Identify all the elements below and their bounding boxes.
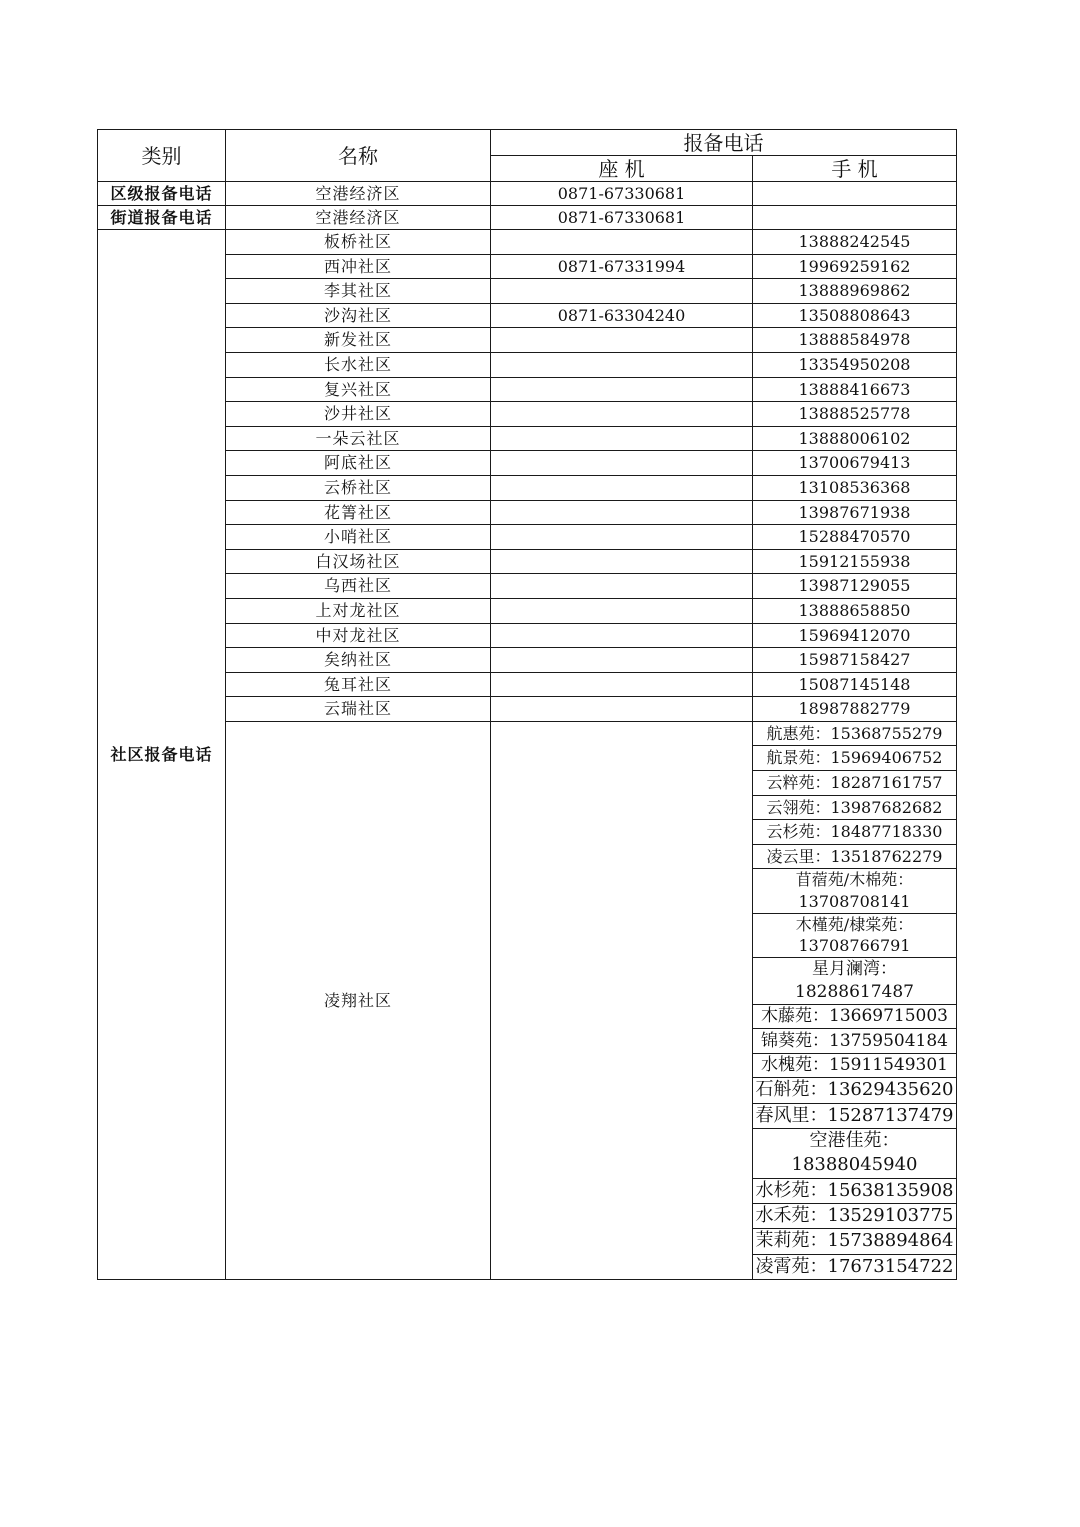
community-mobile: 13987129055	[753, 574, 957, 599]
district-name: 空港经济区	[226, 182, 491, 206]
header-name: 名称	[226, 130, 491, 182]
street-name: 空港经济区	[226, 206, 491, 230]
community-name: 一朵云社区	[226, 426, 491, 451]
community-name: 复兴社区	[226, 377, 491, 402]
lingxiang-sub-entry: 星月澜湾：18288617487	[753, 957, 957, 1004]
community-mobile: 18987882779	[753, 697, 957, 722]
community-landline	[491, 623, 753, 648]
lingxiang-sub-entry: 木藤苑：13669715003	[753, 1004, 957, 1029]
table-row	[98, 549, 957, 574]
community-mobile: 13508808643	[753, 303, 957, 328]
community-mobile: 13700679413	[753, 451, 957, 476]
community-name: 李其社区	[226, 279, 491, 304]
community-name: 长水社区	[226, 352, 491, 377]
community-name: 沙沟社区	[226, 303, 491, 328]
community-mobile: 15288470570	[753, 525, 957, 550]
street-mobile	[753, 206, 957, 230]
community-landline	[491, 648, 753, 673]
table-row	[98, 623, 957, 648]
community-mobile: 13108536368	[753, 475, 957, 500]
community-mobile: 15987158427	[753, 648, 957, 673]
community-landline	[491, 426, 753, 451]
table-row	[98, 648, 957, 673]
district-mobile	[753, 182, 957, 206]
lingxiang-sub-entry: 航景苑：15969406752	[753, 746, 957, 771]
table-row	[98, 230, 957, 255]
header-landline: 座 机	[491, 156, 753, 182]
community-mobile: 13888969862	[753, 279, 957, 304]
lingxiang-sub-entry: 春风里：15287137479	[753, 1103, 957, 1128]
community-mobile: 13987671938	[753, 500, 957, 525]
lingxiang-sub-entry: 凌霄苑：17673154722	[753, 1254, 957, 1279]
community-name: 新发社区	[226, 328, 491, 353]
community-landline	[491, 672, 753, 697]
lingxiang-sub-entry: 石斛苑：13629435620	[753, 1078, 957, 1103]
community-mobile: 15087145148	[753, 672, 957, 697]
table-row	[98, 672, 957, 697]
community-mobile: 13888658850	[753, 598, 957, 623]
table-row	[98, 475, 957, 500]
table-row	[98, 377, 957, 402]
lingxiang-sub-entry: 云粹苑：18287161757	[753, 771, 957, 796]
lingxiang-name: 凌翔社区	[226, 721, 491, 1279]
community-name: 白汉场社区	[226, 549, 491, 574]
community-name: 西冲社区	[226, 254, 491, 279]
community-mobile: 15969412070	[753, 623, 957, 648]
community-name: 云桥社区	[226, 475, 491, 500]
table-row	[98, 328, 957, 353]
community-mobile: 13888242545	[753, 230, 957, 255]
community-name: 乌西社区	[226, 574, 491, 599]
community-name: 小哨社区	[226, 525, 491, 550]
lingxiang-sub-entry: 水杉苑：15638135908	[753, 1178, 957, 1203]
table-row	[98, 721, 957, 746]
district-landline: 0871-67330681	[491, 182, 753, 206]
community-mobile: 13888584978	[753, 328, 957, 353]
community-landline	[491, 328, 753, 353]
table-row	[98, 254, 957, 279]
lingxiang-sub-entry: 木槿苑/棣棠苑：13708766791	[753, 913, 957, 957]
lingxiang-sub-entry: 茉莉苑：15738894864	[753, 1229, 957, 1254]
table-row	[98, 182, 957, 206]
community-name: 上对龙社区	[226, 598, 491, 623]
table-row	[98, 574, 957, 599]
lingxiang-sub-entry: 云翎苑：13987682682	[753, 795, 957, 820]
community-category: 社区报备电话	[98, 230, 226, 1280]
table-row	[98, 426, 957, 451]
community-landline: 0871-67331994	[491, 254, 753, 279]
table-row	[98, 525, 957, 550]
community-landline: 0871-63304240	[491, 303, 753, 328]
table-row	[98, 279, 957, 304]
community-name: 花箐社区	[226, 500, 491, 525]
community-landline	[491, 598, 753, 623]
community-mobile: 15912155938	[753, 549, 957, 574]
community-name: 阿底社区	[226, 451, 491, 476]
lingxiang-sub-entry: 空港佳苑：18388045940	[753, 1129, 957, 1179]
community-landline	[491, 279, 753, 304]
lingxiang-sub-entry: 水禾苑：13529103775	[753, 1203, 957, 1228]
community-landline	[491, 475, 753, 500]
table-row	[98, 598, 957, 623]
district-category: 区级报备电话	[98, 182, 226, 206]
table-row	[98, 402, 957, 427]
header-mobile: 手 机	[753, 156, 957, 182]
community-name: 中对龙社区	[226, 623, 491, 648]
community-name: 矣纳社区	[226, 648, 491, 673]
community-mobile: 13354950208	[753, 352, 957, 377]
header-phone-group: 报备电话	[491, 130, 957, 156]
table-row	[98, 206, 957, 230]
table-row	[98, 500, 957, 525]
community-name: 板桥社区	[226, 230, 491, 255]
community-landline	[491, 377, 753, 402]
lingxiang-landline	[491, 721, 753, 1279]
community-landline	[491, 525, 753, 550]
lingxiang-sub-entry: 云杉苑：18487718330	[753, 820, 957, 845]
table-row	[98, 352, 957, 377]
community-landline	[491, 500, 753, 525]
street-landline: 0871-67330681	[491, 206, 753, 230]
community-landline	[491, 451, 753, 476]
lingxiang-sub-entry: 锦葵苑：13759504184	[753, 1029, 957, 1054]
community-name: 云瑞社区	[226, 697, 491, 722]
community-name: 沙井社区	[226, 402, 491, 427]
community-mobile: 13888525778	[753, 402, 957, 427]
table-row	[98, 451, 957, 476]
community-landline	[491, 697, 753, 722]
street-category: 街道报备电话	[98, 206, 226, 230]
community-landline	[491, 402, 753, 427]
lingxiang-sub-entry: 航惠苑：15368755279	[753, 721, 957, 746]
table-row	[98, 303, 957, 328]
community-landline	[491, 574, 753, 599]
header-category: 类别	[98, 130, 226, 182]
lingxiang-sub-entry: 苜蓿苑/木棉苑：13708708141	[753, 869, 957, 913]
community-name: 兔耳社区	[226, 672, 491, 697]
community-landline	[491, 352, 753, 377]
lingxiang-sub-entry: 凌云里：13518762279	[753, 844, 957, 869]
report-phone-table	[97, 129, 957, 1280]
community-landline	[491, 549, 753, 574]
lingxiang-sub-entry: 水槐苑：15911549301	[753, 1053, 957, 1078]
community-mobile: 13888416673	[753, 377, 957, 402]
community-landline	[491, 230, 753, 255]
table-row	[98, 697, 957, 722]
community-mobile: 19969259162	[753, 254, 957, 279]
community-mobile: 13888006102	[753, 426, 957, 451]
